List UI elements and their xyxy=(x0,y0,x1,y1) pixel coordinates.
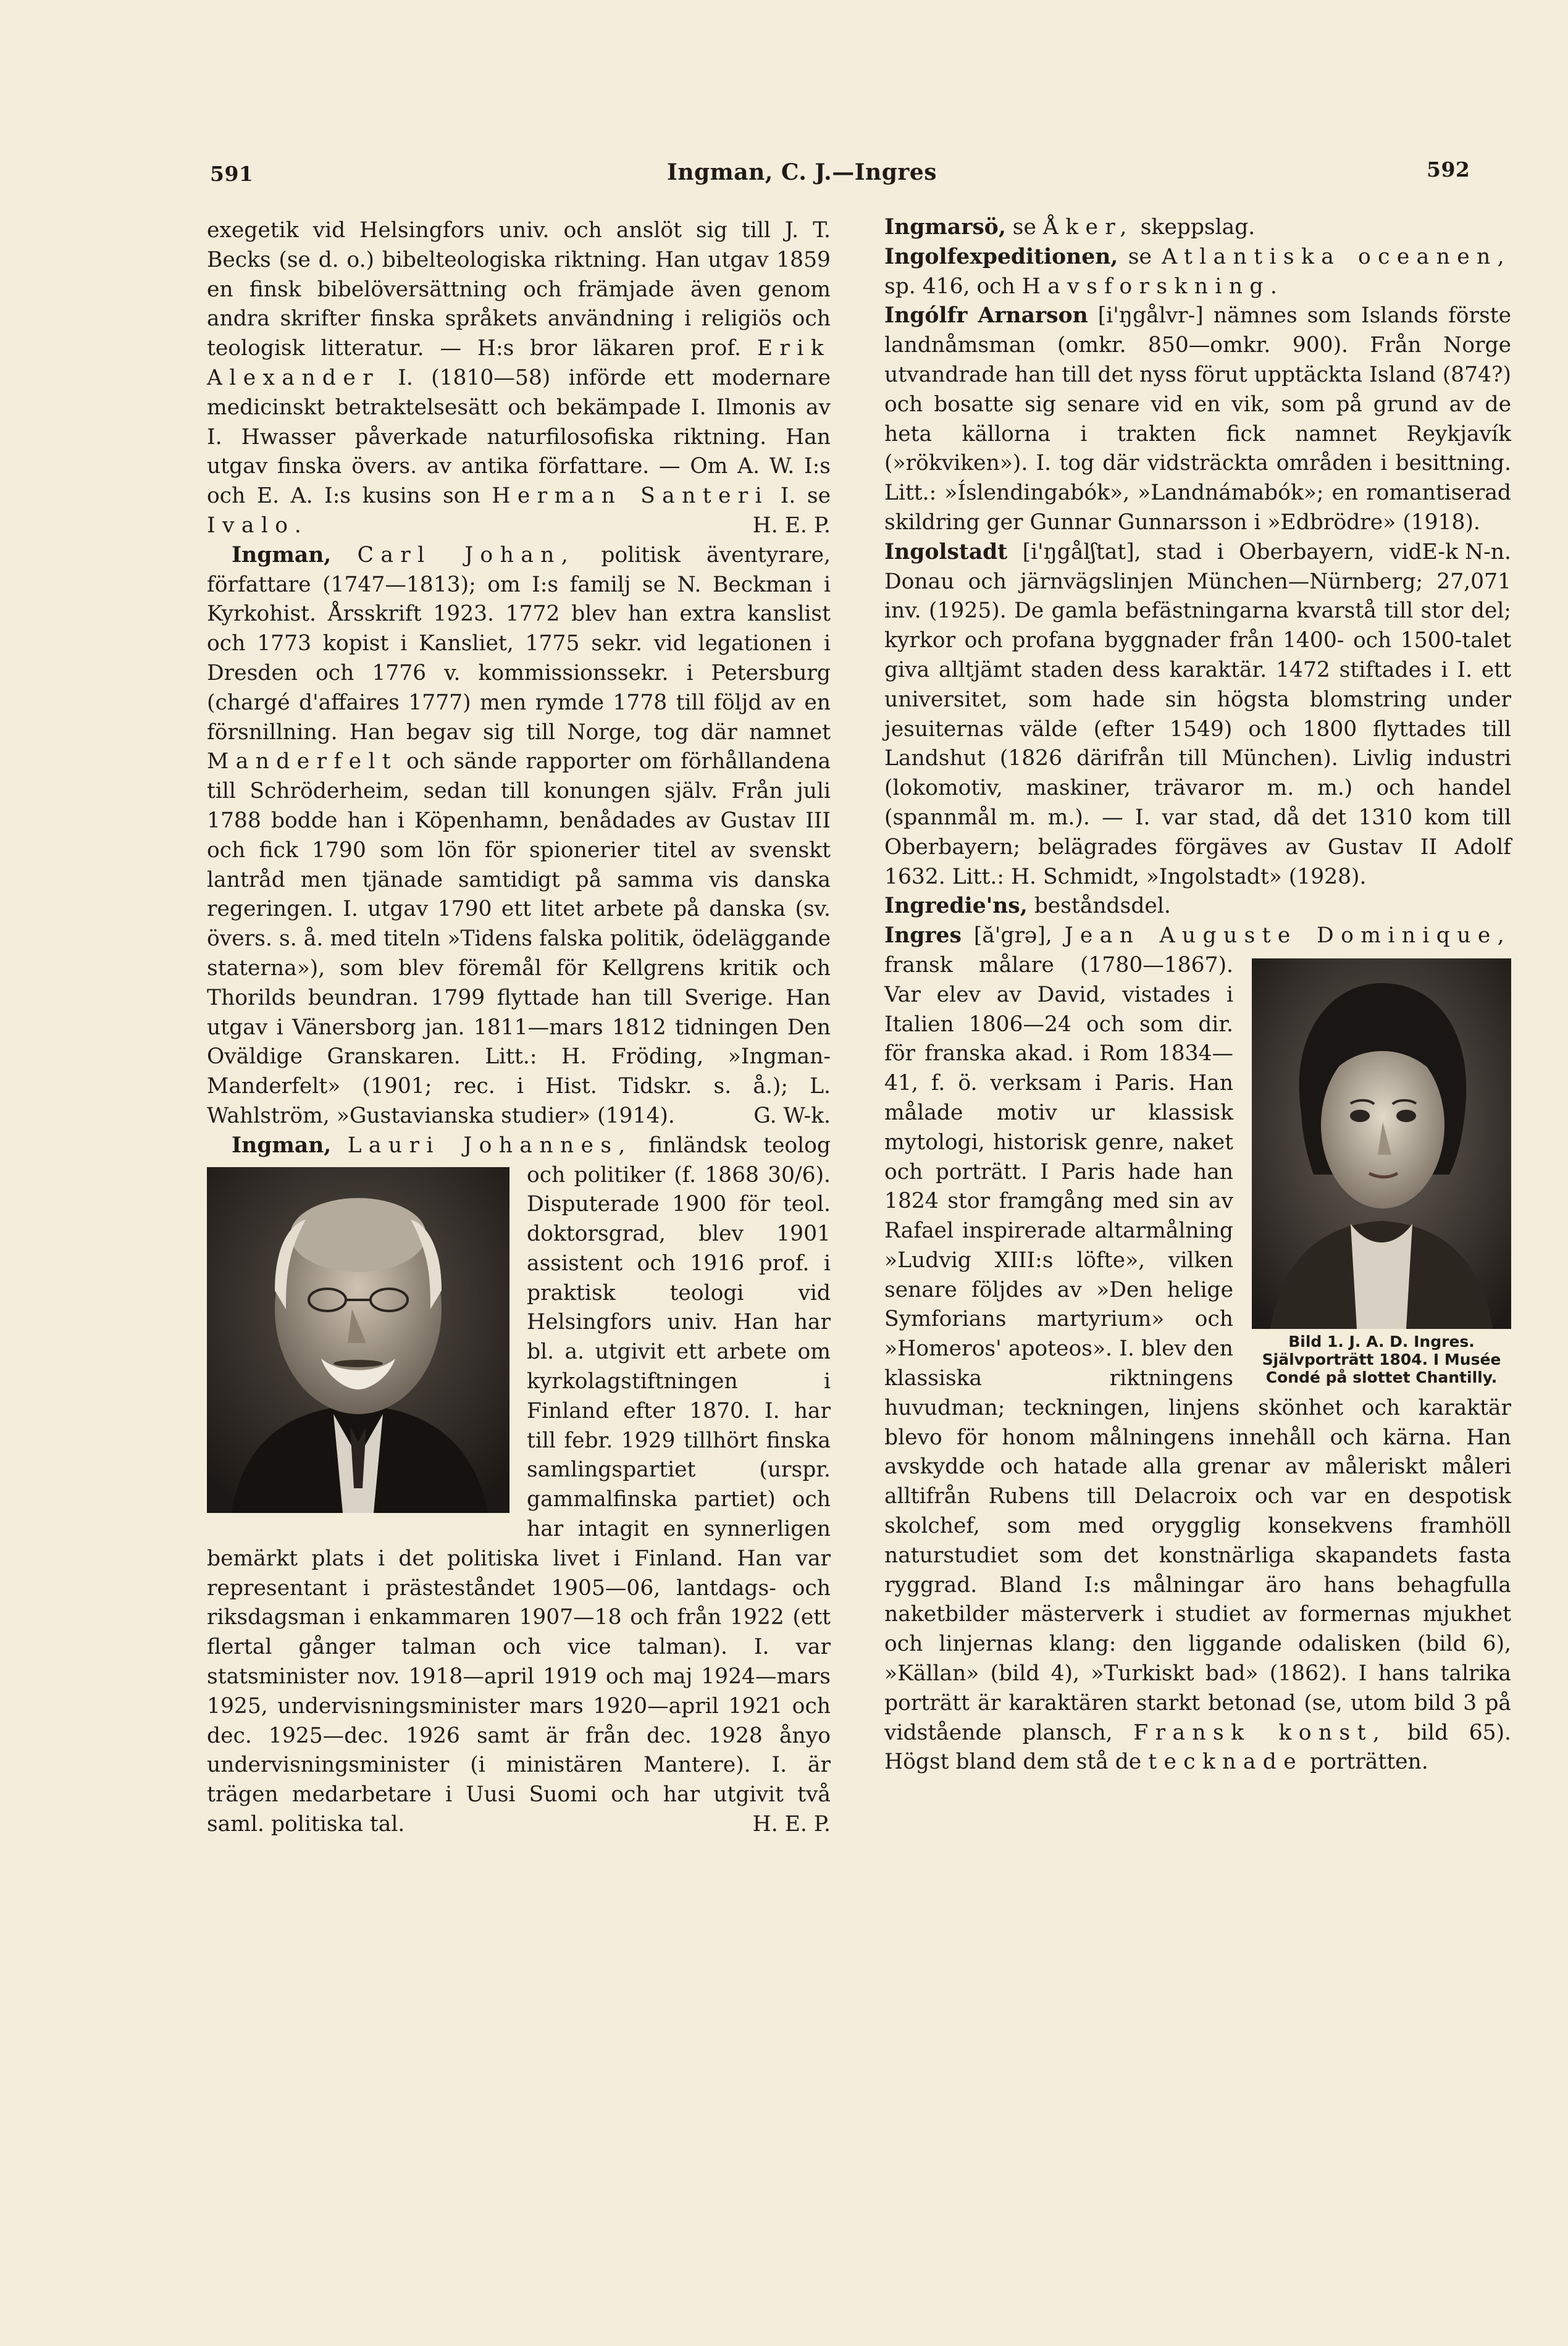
left-column xyxy=(207,216,831,1840)
cross-ref-fransk-konst: Fransk konst, xyxy=(1133,1720,1387,1745)
signature: G. W-k. xyxy=(753,1103,831,1128)
page-number-right: 592 xyxy=(1427,157,1470,182)
entry-text: sp. 416, och xyxy=(884,274,1015,299)
cross-ref-aker: Åker, xyxy=(1042,215,1134,240)
entry-text: finländsk teolog och politiker (f. 1868 30/6). Disputerade 1900 för teol. doktorsgrad, blev 1901 assistent och 1916 prof. i praktisk teologi vid Helsingfors univ. Han har bl. a. utgivit ett arbete om kyrkolagstiftningen i Finland efter 1870. I. har till febr. 1929 tillhört finska samlingspartiet (urspr. gammalfinska partiet) och har intagit en synnerligen bemärkt plats i det politiska livet i Finland. Han var representant i prästeståndet 1905—06, lantdags- och riksdagsman i enkammaren 1907—18 och från 1922 (ett flertal gånger talman och vice talman). I. var statsminister nov. 1918—april 1919 och maj 1924—mars 1925, undervisningsminister mars 1920—april 1921 och dec. 1925—dec. 1926 samt är från dec. 1928 ånyo undervisningsminister (i ministären Mantere). I. är trägen medarbetare i Uusi Suomi och har utgivit två saml. politiska tal. xyxy=(207,1133,831,1837)
entry-ingres xyxy=(884,921,1511,1777)
pronunciation: [ă'grə], xyxy=(973,923,1052,949)
entry-text: skeppslag. xyxy=(1140,215,1256,240)
headword: Ingman, xyxy=(232,542,332,568)
entry-ingman-carl-johan xyxy=(207,541,831,1131)
cross-ref-ivalo: Ivalo. xyxy=(207,513,309,538)
entry-ingman-anders-continuation xyxy=(207,216,831,541)
figure-caption: Bild 1. J. A. D. Ingres. Självporträtt 1804. I Musée Condé på slottet Chantilly. xyxy=(1262,1332,1501,1386)
entry-ingolstadt xyxy=(884,538,1511,892)
headword: Ingólfr Arnarson xyxy=(884,303,1088,329)
entry-text: [i'ŋgålvr-] nämnes som Islands förste landnåmsman (omkr. 850—omkr. 900). Från Norge utvandrade han till det nyss förut upptäckta Island (874?) och bosatte sig senare vid en vik, som på grund av de heta källorna i trakten fick namnet Reykjavík (»rökviken»). I. tog där vidsträckta områden i besittning. Litt.: »Íslendingabók», »Landnámabók»; en romantiserad skildring ger Gunnar Gunnarsson i »Edbrödre» (1918). xyxy=(884,303,1511,535)
entry-ingolfexpeditionen xyxy=(884,243,1511,302)
name-manderfelt: Manderfelt xyxy=(207,749,398,774)
signature: E-k N-n. xyxy=(1422,539,1511,564)
entry-text: bild 65). Högst bland dem stå de xyxy=(884,1720,1512,1775)
name-carl-johan: Carl Johan, xyxy=(357,542,576,568)
name-jean-auguste-dominique: Jean Auguste Dominique, xyxy=(1064,923,1512,949)
headword: Ingmarsö, xyxy=(884,215,1006,240)
signature: H. E. P. xyxy=(752,1812,831,1837)
name-lauri-johannes: Lauri Johannes, xyxy=(347,1133,632,1158)
headword: Ingman, xyxy=(232,1133,332,1158)
emphasis-tecknade: tecknade xyxy=(1148,1749,1304,1775)
entry-ingman-lauri-johannes xyxy=(207,1131,831,1840)
name-herman-santeri: Herman Santeri xyxy=(492,484,769,509)
entry-text: I. (1810—58) införde ett modernare medicinskt betraktelsesätt och bekämpade I. Ilmonis av I. Hwasser påverkade naturfilosofiska riktning. Han utgav finska övers. av antika författare. — Om A. W. I:s och E. A. I:s kusins son xyxy=(207,365,831,509)
name-erik-alexander: Erik Alexander xyxy=(207,336,831,390)
running-head: Ingman, C. J.—Ingres xyxy=(667,159,937,185)
cross-ref-atlantiska: Atlantiska oceanen, xyxy=(1162,244,1511,269)
entry-text: I. se xyxy=(780,484,831,509)
entry-text: fransk målare (1780—1867). Var elev av David, vistades i Italien 1806—24 och som dir. för franska akad. i Rom 1834—41, f. ö. verksam i Paris. Han målade motiv ur klassisk mytologi, historisk genre, naket och porträtt. I Paris hade han 1824 stor framgång med sin av Rafael inspirerade altarmålning »Ludvig XIII:s löfte», vilken senare följdes av »Den helige Symforians martyrium» och »Homeros' apoteos». I. blev den klassiska riktningens huvudman; teckningen, linjens skönhet och karaktär blevo för honom målningens innehåll och kärna. Han avskydde och hatade alla grenar av måleriskt måleri alltifrån Rubens till Delacroix och var en despotisk skolchef, som med orygglig konsekvens framhöll naturstudiet som det konstnärliga skapandets fasta ryggrad. Bland I:s målningar äro hans behagfulla naketbilder mästerverk i studiet av formernas mjukhet och linjernas klang: den liggande odalisken (bild 6), »Källan» (bild 4), »Turkiskt bad» (1862). I hans talrika porträtt är karaktären starkt betonad (se, utom bild 3 på vidstående plansch, xyxy=(884,952,1511,1745)
entry-text: se xyxy=(1012,215,1036,240)
page-number-left: 591 xyxy=(210,162,254,186)
entry-text: se xyxy=(1128,244,1152,269)
entry-text: politisk äventyrare, författare (1747—1813); om I:s familj se N. Beckman i Kyrkohist. Årsskrift 1923. 1772 blev han extra kanslist och 1773 kopist i Kansliet, 1775 sekr. vid legationen i Dresden och 1776 v. kommissionssekr. i Petersburg (chargé d'affaires 1777) men rymde 1778 till följd av en försnillning. Han begav sig till Norge, tog där namnet xyxy=(207,542,831,745)
entry-ingrediens xyxy=(884,892,1511,921)
headword: Ingolfexpeditionen, xyxy=(884,244,1118,269)
cross-ref-havsforskning: Havsforskning. xyxy=(1021,274,1285,299)
signature: H. E. P. xyxy=(752,513,831,538)
entry-text: beståndsdel. xyxy=(1034,894,1171,919)
entry-text: och sände rapporter om förhållandena till Schröderheim, sedan till konungen själv. Från juli 1788 bodde han i Köpenhamn, benådades av Gustav III och fick 1790 som lön för spionerier titel av svenskt lantråd men tjänade samtidigt på samma vis danska regeringen. I. utgav 1790 ett litet arbete på danska (sv. övers. s. å. med titeln »Tidens falska politik, ödeläggande staterna»), som blev föremål för Kellgrens kritik och Thorilds beundran. 1799 flyttade han till Sverige. Han utgav i Vänersborg jan. 1811—mars 1812 tidningen Den Oväldige Granskaren. Litt.: H. Fröding, »Ingman-Manderfelt» (1901; rec. i Hist. Tidskr. s. å.); L. Wahlström, »Gustavianska studier» (1914). xyxy=(207,749,831,1128)
entry-text: porträtten. xyxy=(1310,1749,1428,1775)
headword: Ingolstadt xyxy=(884,539,1008,564)
entry-text: [i'ŋgålʃtat], stad i Oberbayern, vid Donau och järnvägslinjen München—Nürnberg; 27,071 inv. (1925). De gamla befästningarna kvarstå till stor del; kyrkor och profana byggnader från 1400- och 1500-talet giva alltjämt staden dess karaktär. 1472 stiftades i I. ett universitet, som hade sin högsta blomstring under jesuiternas välde (efter 1549) och 1800 flyttades till Landshut (1826 därifrån till München). Livlig industri (lokomotiv, maskiner, trävaror m. m.) och handel (spannmål m. m.). — I. var stad, då det 1310 kom till Oberbayern; belägrades förgäves av Gustav II Adolf 1632. Litt.: H. Schmidt, »Ingolstadt» (1928). xyxy=(884,539,1511,889)
portrait-lauri-ingman xyxy=(207,1167,509,1513)
entry-text: exegetik vid Helsingfors univ. och anslöt sig till J. T. Becks (se d. o.) bibelteologiska riktning. Han utgav 1859 en finsk bibelöversättning och främjade även genom andra skrifter finska språkets användning i religiös och teologisk litteratur. — H:s bror läkaren prof. xyxy=(207,218,831,361)
right-column xyxy=(884,213,1511,1777)
entry-ingmarso xyxy=(884,213,1511,243)
headword: Ingredie'ns, xyxy=(884,894,1028,919)
portrait-ingres xyxy=(1252,958,1511,1329)
headword: Ingres xyxy=(884,923,962,949)
